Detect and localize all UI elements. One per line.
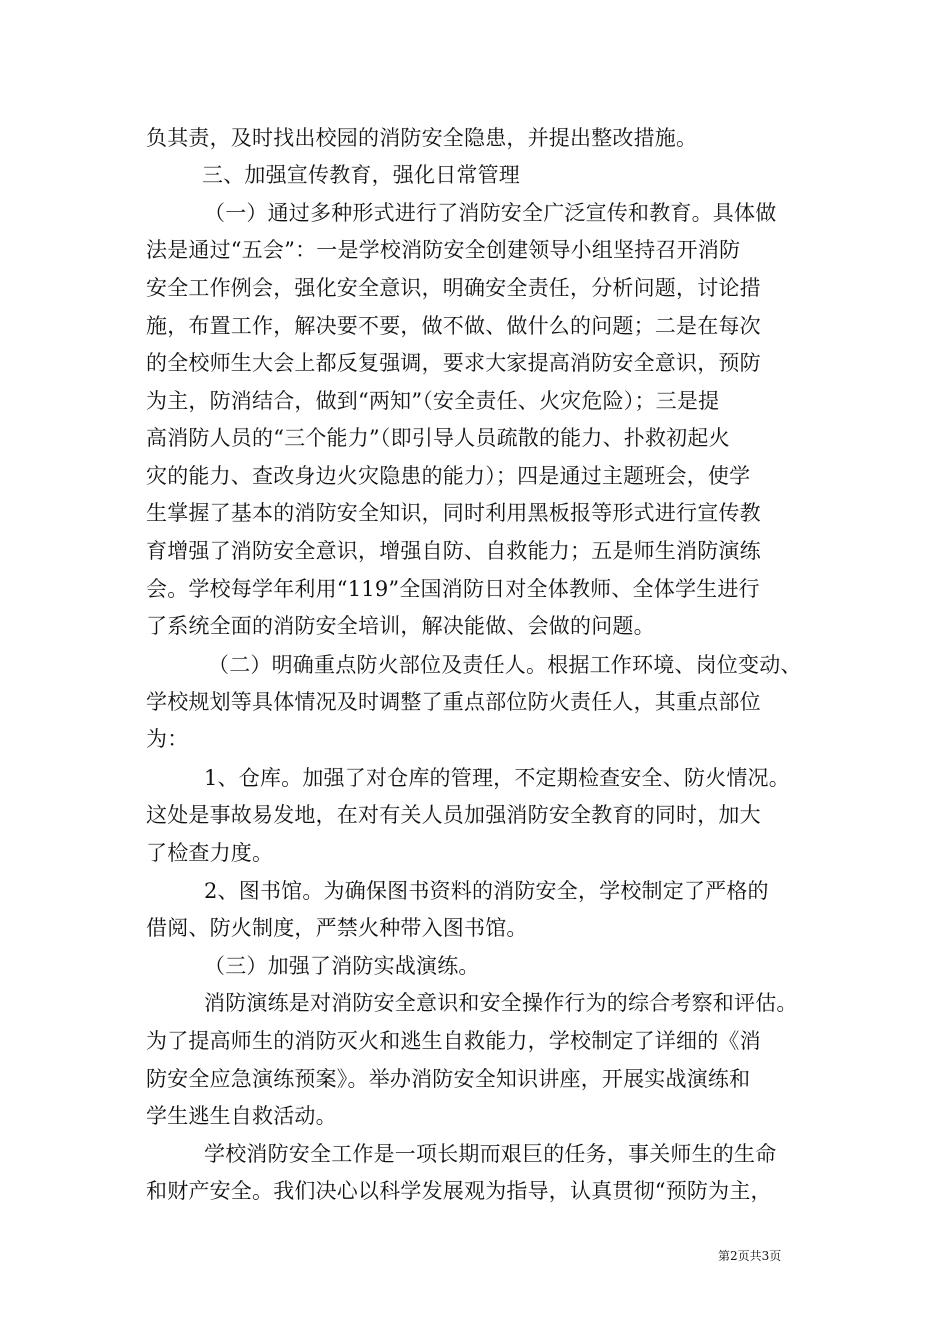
paragraph-line: （三）加强了消防实战演练。 [204, 954, 480, 978]
paragraph-line: 学生逃生自救活动。 [146, 1104, 337, 1128]
paragraph-line: 高消防人员的“三个能力”（即引导人员疏散的能力、扑救初起火 [146, 426, 730, 450]
paragraph-line: 2、图书馆。为确保图书资料的消防安全，学校制定了严格的 [204, 879, 769, 903]
paragraph-line: 和财产安全。我们决心以科学发展观为指导，认真贯彻“预防为主， [146, 1179, 772, 1203]
paragraph-line: 施，布置工作，解决要不要，做不做、做什么的问题；二是在每次 [146, 314, 761, 338]
paragraph-line: （一）通过多种形式进行了消防安全广泛宣传和教育。具体做 [204, 201, 777, 225]
paragraph-line: 的全校师生大会上都反复强调，要求大家提高消防安全意识，预防 [146, 351, 761, 375]
paragraph-line: 为了提高师生的消防灭火和逃生自救能力，学校制定了详细的《消 [146, 1029, 761, 1053]
paragraph-line: 消防演练是对消防安全意识和安全操作行为的综合考察和评估。 [204, 991, 798, 1015]
paragraph-line: 会。学校每学年利用“119”全国消防日对全体教师、全体学生进行 [146, 577, 760, 601]
paragraph-line: 灾的能力、查改身边火灾隐患的能力）；四是通过主题班会，使学 [146, 464, 751, 488]
paragraph-line: 1、仓库。加强了对仓库的管理，不定期检查安全、防火情况。 [204, 766, 790, 790]
paragraph-line: 育增强了消防安全意识，增强自防、自救能力；五是师生消防演练 [146, 539, 761, 563]
paragraph-line: 学校规划等具体情况及时调整了重点部位防火责任人，其重点部位 [146, 690, 761, 714]
page-number: 第2页共3页 [718, 1249, 782, 1263]
paragraph-line: 学校消防安全工作是一项长期而艰巨的任务，事关师生的生命 [204, 1142, 777, 1166]
paragraph-line: 为： [146, 727, 189, 751]
paragraph-line: 了系统全面的消防安全培训，解决能做、会做的问题。 [146, 614, 655, 638]
paragraph-line: （二）明确重点防火部位及责任人。根据工作环境、岗位变动、 [208, 653, 802, 677]
paragraph-line: 借阅、防火制度，严禁火种带入图书馆。 [146, 916, 528, 940]
paragraph-line: 安全工作例会，强化安全意识，明确安全责任，分析问题，讨论措 [146, 276, 761, 300]
paragraph-line: 防安全应急演练预案》。举办消防安全知识讲座，开展实战演练和 [146, 1067, 751, 1091]
paragraph-line: 了检查力度。 [146, 841, 274, 865]
paragraph-line: 生掌握了基本的消防安全知识，同时利用黑板报等形式进行宣传教 [146, 501, 761, 525]
paragraph-line: 法是通过“五会”：一是学校消防安全创建领导小组坚持召开消防 [146, 238, 741, 262]
paragraph-line: 负其责，及时找出校园的消防安全隐患，并提出整改措施。 [146, 126, 698, 150]
section-heading: 三、加强宣传教育，强化日常管理 [202, 163, 520, 187]
paragraph-line: 为主，防消结合，做到“两知”（安全责任、火灾危险）；三是提 [146, 389, 720, 413]
paragraph-line: 这处是事故易发地，在对有关人员加强消防安全教育的同时，加大 [146, 803, 761, 827]
